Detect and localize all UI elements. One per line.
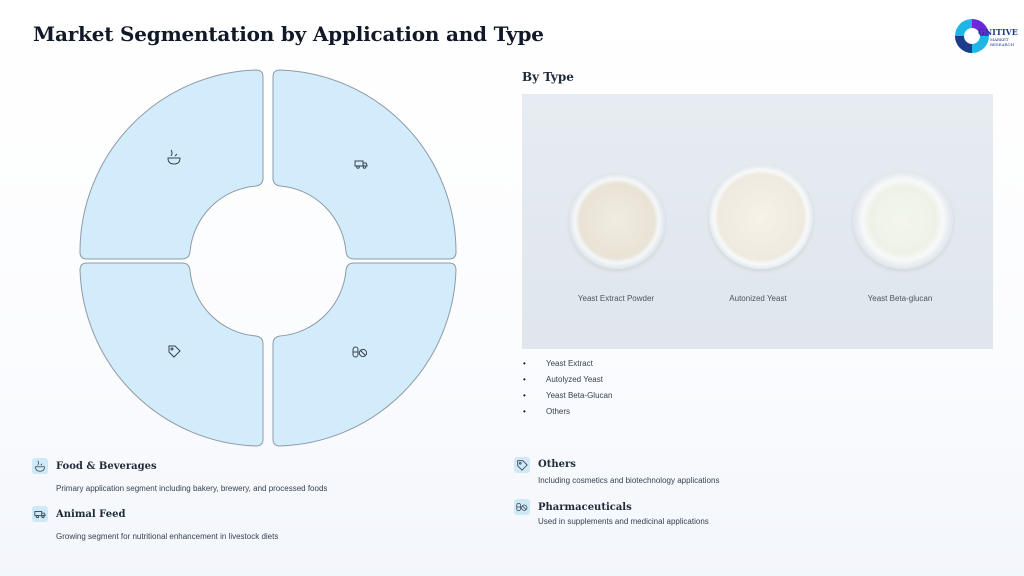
animal-feed-desc: Growing segment for nutritional enhancement in livestock diets — [56, 532, 279, 541]
food-beverages-icon — [32, 458, 48, 474]
animal-feed-icon — [32, 506, 48, 522]
list-item: • Others — [522, 406, 612, 422]
caption-yeast-beta-glucan: Yeast Beta-glucan — [867, 294, 933, 303]
food-beverages-desc: Primary application segment including bakery, brewery, and processed foods — [56, 484, 328, 493]
caption-yeast-extract-powder: Yeast Extract Powder — [577, 294, 655, 303]
segment-food-beverages — [80, 70, 263, 259]
type-list — [522, 358, 612, 422]
yeast-products-photo — [522, 94, 993, 349]
food-beverages-title: Food & Beverages — [56, 461, 157, 472]
page-title: Market Segmentation by Application and Type — [33, 22, 544, 46]
pharmaceuticals-icon — [514, 499, 530, 515]
list-item: • Autolyzed Yeast — [522, 374, 612, 390]
dish-autonized-yeast — [709, 165, 813, 269]
by-type-heading: By Type — [522, 70, 574, 84]
caption-autonized-yeast: Autonized Yeast — [729, 294, 787, 303]
dish-yeast-beta-glucan — [853, 171, 953, 269]
segment-donut — [76, 66, 460, 450]
list-item: • Yeast Extract — [522, 358, 612, 374]
others-title: Others — [538, 459, 576, 470]
others-icon — [514, 457, 530, 473]
animal-feed-title: Animal Feed — [56, 509, 126, 520]
others-desc: Including cosmetics and biotechnology applications — [538, 476, 720, 485]
list-item: • Yeast Beta-Glucan — [522, 390, 612, 406]
dish-yeast-extract-powder — [569, 173, 665, 269]
segment-others — [80, 263, 263, 446]
logo-text: GNITIVE — [978, 27, 1018, 37]
pharmaceuticals-title: Pharmaceuticals — [538, 502, 632, 513]
segment-animal-feed — [273, 70, 456, 259]
pharmaceuticals-desc: Used in supplements and medicinal applications — [538, 517, 709, 526]
segment-pharmaceuticals — [273, 263, 456, 446]
logo-subtext: MARKET RESEARCH — [990, 37, 1015, 47]
